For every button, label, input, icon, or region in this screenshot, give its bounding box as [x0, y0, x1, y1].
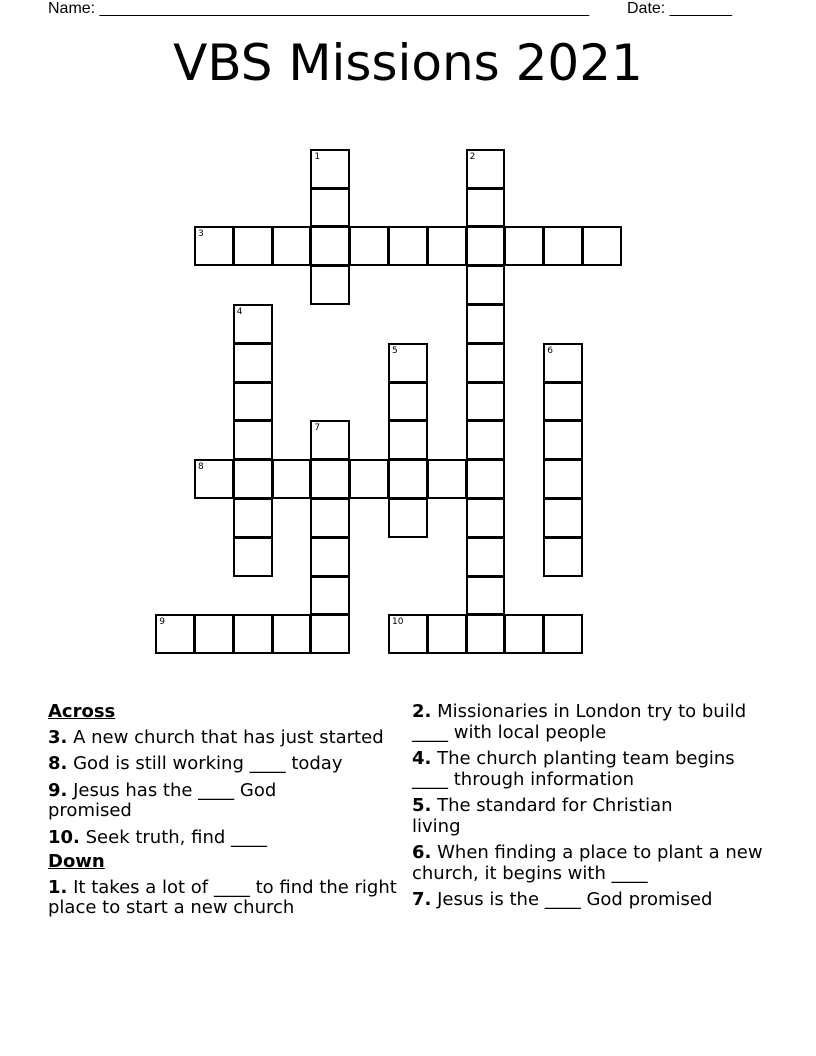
- clues-right-column: [412, 702, 772, 917]
- crossword-cell[interactable]: [388, 343, 428, 383]
- crossword-cell[interactable]: [466, 498, 506, 538]
- crossword-cell[interactable]: [310, 576, 350, 616]
- clues-left-column: [48, 702, 408, 925]
- crossword-cell[interactable]: [233, 304, 273, 344]
- crossword-cell[interactable]: [194, 459, 234, 499]
- crossword-cell[interactable]: [466, 382, 506, 422]
- crossword-cell[interactable]: [543, 343, 583, 383]
- clue-across-8: [48, 754, 408, 775]
- crossword-cell[interactable]: [194, 614, 234, 654]
- crossword-cell[interactable]: [310, 614, 350, 654]
- crossword-cell[interactable]: [233, 459, 273, 499]
- page-title: VBS Missions 2021: [173, 34, 643, 92]
- down-heading: Down: [48, 851, 105, 872]
- crossword-cell[interactable]: [388, 420, 428, 460]
- crossword-cell[interactable]: [233, 343, 273, 383]
- crossword-cell[interactable]: [543, 537, 583, 577]
- clue-down-2: [412, 702, 772, 743]
- crossword-cell[interactable]: [310, 537, 350, 577]
- crossword-cell[interactable]: [388, 382, 428, 422]
- across-heading: Across: [48, 701, 116, 722]
- cell-number: 7: [314, 423, 321, 434]
- crossword-cell[interactable]: [543, 459, 583, 499]
- crossword-cell[interactable]: [504, 226, 544, 266]
- clue-number: 5.: [412, 795, 432, 816]
- clue-text: When finding a place to plant a new church, it begins with ____: [412, 842, 763, 884]
- crossword-cell[interactable]: [427, 459, 467, 499]
- crossword-cell[interactable]: [349, 459, 389, 499]
- crossword-cell[interactable]: [388, 459, 428, 499]
- crossword-cell[interactable]: [233, 614, 273, 654]
- cell-number: 6: [547, 345, 553, 356]
- crossword-cell[interactable]: [388, 498, 428, 538]
- crossword-cell[interactable]: [427, 614, 467, 654]
- cell-number: 4: [236, 307, 243, 317]
- crossword-cell[interactable]: [543, 420, 583, 460]
- crossword-cell[interactable]: [466, 188, 506, 228]
- crossword-cell[interactable]: [310, 459, 350, 499]
- crossword-cell[interactable]: [427, 226, 467, 266]
- crossword-cell[interactable]: [272, 226, 312, 266]
- crossword-cell[interactable]: [194, 226, 234, 266]
- clue-down-1: [48, 878, 408, 919]
- clue-text: It takes a lot of ____ to find the right place to start a new church: [48, 876, 397, 918]
- crossword-cell[interactable]: [388, 226, 428, 266]
- crossword-cell[interactable]: [155, 614, 195, 654]
- clue-down-7: [412, 890, 772, 911]
- clue-down-5: [412, 796, 712, 837]
- crossword-cell[interactable]: [504, 614, 544, 654]
- crossword-cell[interactable]: [310, 265, 350, 305]
- clue-text: Jesus is the ____ God promised: [437, 889, 713, 910]
- crossword-cell[interactable]: [272, 614, 312, 654]
- clue-number: 8.: [48, 753, 68, 774]
- clue-across-9: [48, 781, 308, 822]
- crossword-cell[interactable]: [310, 188, 350, 228]
- crossword-cell[interactable]: [582, 226, 622, 266]
- crossword-cell[interactable]: [233, 382, 273, 422]
- date-field-label: Date: _______: [627, 0, 732, 17]
- crossword-cell[interactable]: [466, 420, 506, 460]
- cell-number: 10: [392, 617, 404, 628]
- crossword-cell[interactable]: [233, 420, 273, 460]
- crossword-cell[interactable]: [233, 226, 273, 266]
- cell-number: 9: [159, 617, 165, 628]
- crossword-cell[interactable]: [466, 265, 506, 305]
- crossword-cell[interactable]: [466, 459, 506, 499]
- name-field-label: Name: _______________________________________________________: [48, 0, 589, 17]
- crossword-cell[interactable]: [543, 498, 583, 538]
- clue-number: 4.: [412, 748, 432, 769]
- crossword-cell[interactable]: [466, 149, 506, 189]
- crossword-cell[interactable]: [466, 304, 506, 344]
- crossword-cell[interactable]: [310, 226, 350, 266]
- crossword-cell[interactable]: [543, 382, 583, 422]
- crossword-cell[interactable]: [466, 614, 506, 654]
- crossword-cell[interactable]: [543, 226, 583, 266]
- cell-number: 1: [314, 151, 321, 162]
- cell-number: 2: [469, 151, 476, 162]
- clue-down-6: [412, 843, 772, 884]
- clue-text: God is still working ____ today: [73, 753, 343, 774]
- clue-text: The church planting team begins ____ through information: [412, 748, 735, 790]
- clue-text: Jesus has the ____ God promised: [48, 779, 277, 821]
- clue-number: 3.: [48, 726, 68, 748]
- crossword-cell[interactable]: [543, 614, 583, 654]
- crossword-cell[interactable]: [233, 537, 273, 577]
- cell-number: 8: [198, 462, 204, 473]
- crossword-cell[interactable]: [349, 226, 389, 266]
- crossword-cell[interactable]: [466, 576, 506, 616]
- clue-text: Seek truth, find ____: [85, 826, 268, 848]
- crossword-cell[interactable]: [272, 459, 312, 499]
- clue-text: A new church that has just started: [73, 726, 384, 748]
- crossword-cell[interactable]: [388, 614, 428, 654]
- clue-number: 2.: [412, 701, 432, 722]
- crossword-cell[interactable]: [233, 498, 273, 538]
- crossword-cell[interactable]: [310, 420, 350, 460]
- crossword-cell[interactable]: [310, 498, 350, 538]
- cell-number: 5: [392, 345, 398, 356]
- clue-number: 1.: [48, 876, 68, 898]
- clue-number: 6.: [412, 842, 432, 863]
- crossword-cell[interactable]: [466, 343, 506, 383]
- clue-text: Missionaries in London try to build ____ with local people: [412, 701, 747, 743]
- clue-number: 7.: [412, 889, 432, 910]
- crossword-cell[interactable]: [310, 149, 350, 189]
- clue-number: 10.: [48, 826, 80, 848]
- clue-across-3: [48, 728, 408, 749]
- clue-number: 9.: [48, 779, 68, 801]
- clue-across-10: [48, 828, 408, 849]
- clue-down-4: [412, 749, 772, 790]
- clue-text: The standard for Christian living: [412, 795, 673, 837]
- crossword-cell[interactable]: [466, 537, 506, 577]
- cell-number: 3: [198, 229, 204, 240]
- crossword-cell[interactable]: [466, 226, 506, 266]
